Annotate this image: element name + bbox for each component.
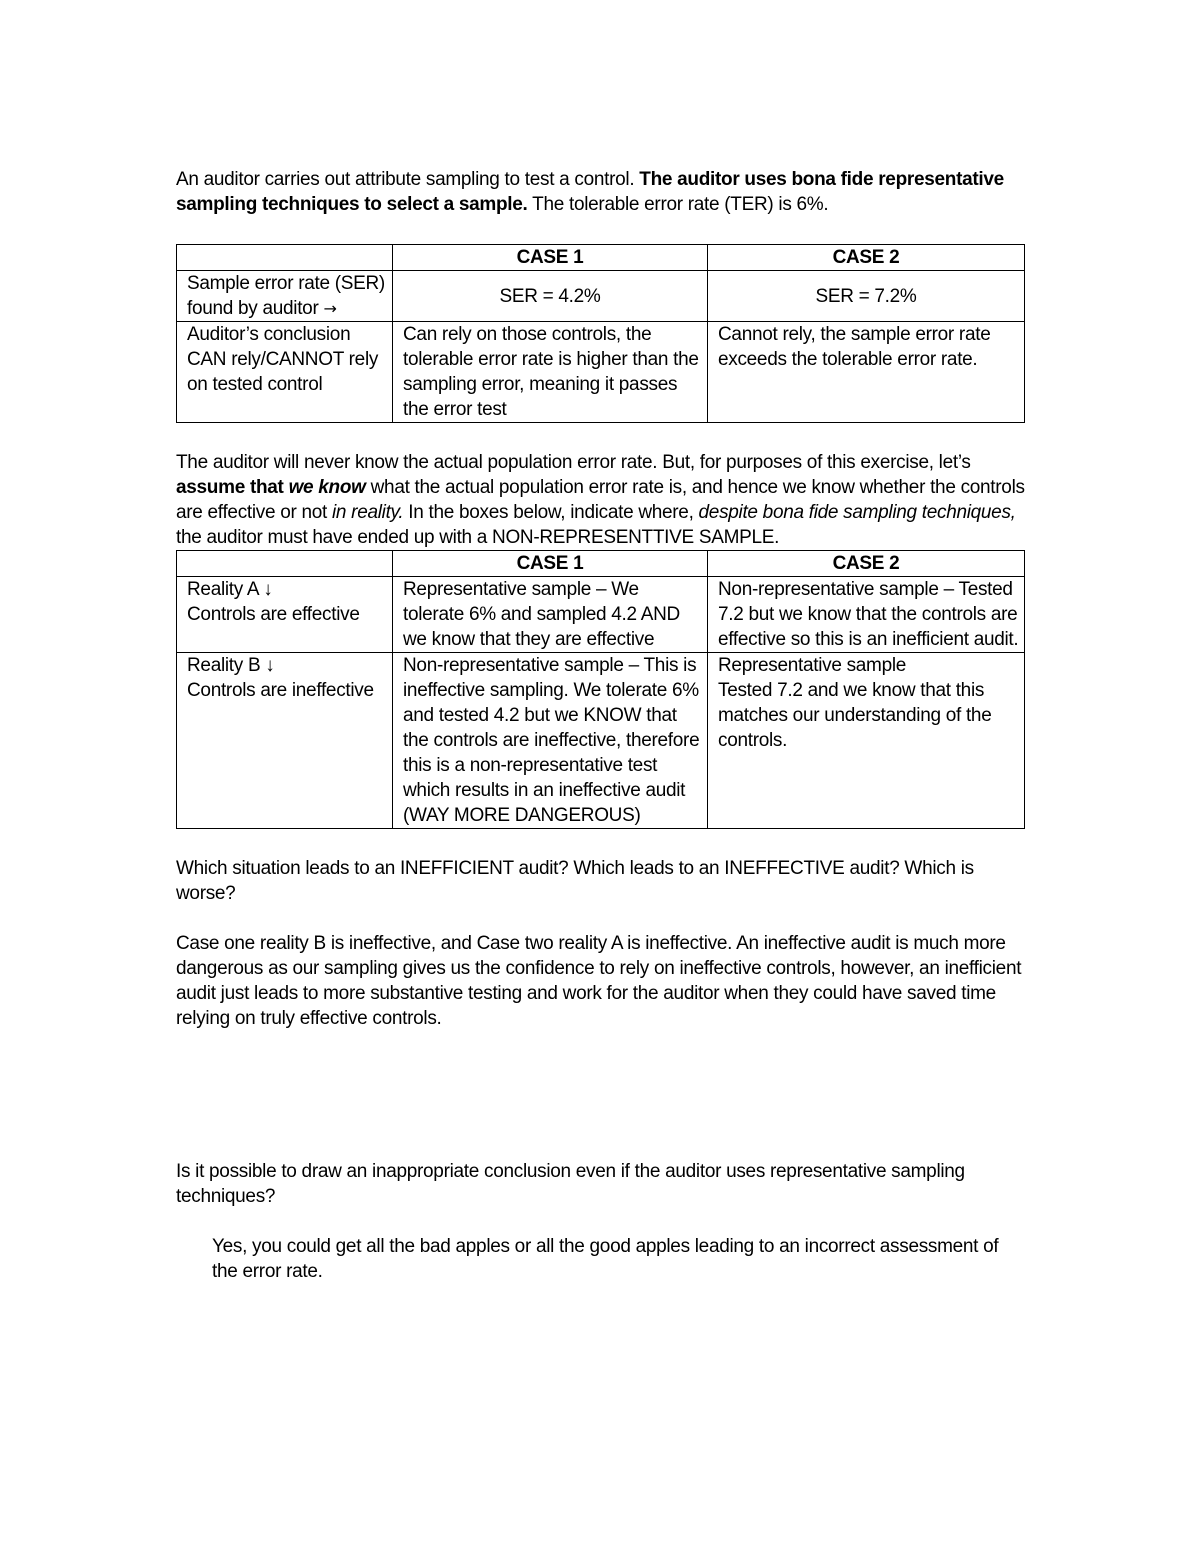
header-case-1: CASE 1 [393,551,708,577]
row-label-conclusion [177,322,393,423]
mid-italic-text: despite bona fide sampling techniques, [698,502,1016,523]
reality-a-case-1-cell: Representative sample – We tolerate 6% and sampled 4.2 AND we know that they are effective [393,577,708,653]
row-label-reality-b [177,653,393,829]
ser-case-2-cell: SER = 7.2% [708,271,1025,322]
mid-italic-text: in reality. [332,502,404,523]
cell-line: Representative sample [718,655,907,676]
question-1: Which situation leads to an INEFFICIENT audit? Which leads to an INEFFECTIVE audit? Which is worse? [176,858,974,904]
table-row-ser [177,271,1025,322]
arrow-right-icon: → [323,299,337,318]
table-header-row [177,551,1025,577]
row-label-line: CAN rely/CANNOT rely [187,349,379,370]
ser-case-1-cell: SER = 4.2% [393,271,708,322]
mid-bold-italic-text: we know [288,477,366,498]
reality-table [176,550,1025,829]
header-empty-cell [177,551,393,577]
conclusion-case-1-cell: Can rely on those controls, the tolerable error rate is higher than the sampling error, meaning it passes the error test [393,322,708,423]
mid-bold-text: assume that [176,477,289,498]
mid-paragraph [176,450,1026,550]
header-case-1: CASE 1 [393,245,708,271]
header-empty-cell [177,245,393,271]
row-label-line: Sample error rate (SER) [187,273,385,294]
row-label-line: Controls are ineffective [187,680,374,701]
row-label-ser [177,271,393,322]
answer-2: Yes, you could get all the bad apples or all the good apples leading to an incorrect assessment of the error rate. [212,1236,999,1282]
conclusion-case-2-cell: Cannot rely, the sample error rate exceeds the tolerable error rate. [708,322,1025,423]
intro-text: An auditor carries out attribute sampling to test a control. [176,169,640,190]
reality-b-case-1-cell: Non-representative sample – This is ineffective sampling. We tolerate 6% and tested 4.2 but we KNOW that the controls are ineffective, therefore this is a non-representative test which results in an ineffective audit (WAY MORE DANGEROUS) [393,653,708,829]
row-label-line: Auditor’s conclusion [187,324,351,345]
reality-a-case-2-cell: Non-representative sample – Tested 7.2 but we know that the controls are effective so this is an inefficient audit. [708,577,1025,653]
row-label-reality-a [177,577,393,653]
ser-table [176,244,1025,423]
table-row-reality-b [177,653,1025,829]
row-label-line: on tested control [187,374,323,395]
question-2: Is it possible to draw an inappropriate conclusion even if the auditor uses representative sampling techniques? [176,1161,965,1207]
table-header-row [177,245,1025,271]
reality-b-case-2-cell [708,653,1025,829]
row-label-line: Reality B ↓ [187,655,275,676]
blank-space [176,1031,1026,1159]
intro-bold-text: The auditor uses bona fide representative sampling techniques to select a sample. [176,169,1004,215]
document-page [176,167,1026,1284]
header-case-2: CASE 2 [708,551,1025,577]
row-label-line: Reality A ↓ [187,579,273,600]
intro-paragraph [176,167,1026,217]
mid-text: The auditor will never know the actual population error rate. But, for purposes of this exercise, let’s [176,452,971,473]
mid-text: the auditor must have ended up with a NON-REPRESENTTIVE SAMPLE. [176,527,780,548]
row-label-line: Controls are effective [187,604,360,625]
intro-ter-text: The tolerable error rate (TER) is 6%. [527,194,829,215]
table-row-reality-a [177,577,1025,653]
answer-1: Case one reality B is ineffective, and Case two reality A is ineffective. An ineffective audit is much more dangerous as our sampling gives us the confidence to rely on ineffective controls, however, an inefficient audit just leads to more substantive testing and work for the auditor when they could have saved time relying on truly effective controls. [176,933,1022,1029]
header-case-2: CASE 2 [708,245,1025,271]
mid-text: what the actual population error rate is, and hence we know whether the controls are effective or not [176,477,1025,523]
mid-text: In the boxes below, indicate where, [403,502,699,523]
cell-line: Tested 7.2 and we know that this matches our understanding of the controls. [718,680,992,751]
table-row-conclusion [177,322,1025,423]
row-label-line: found by auditor → [187,298,337,319]
